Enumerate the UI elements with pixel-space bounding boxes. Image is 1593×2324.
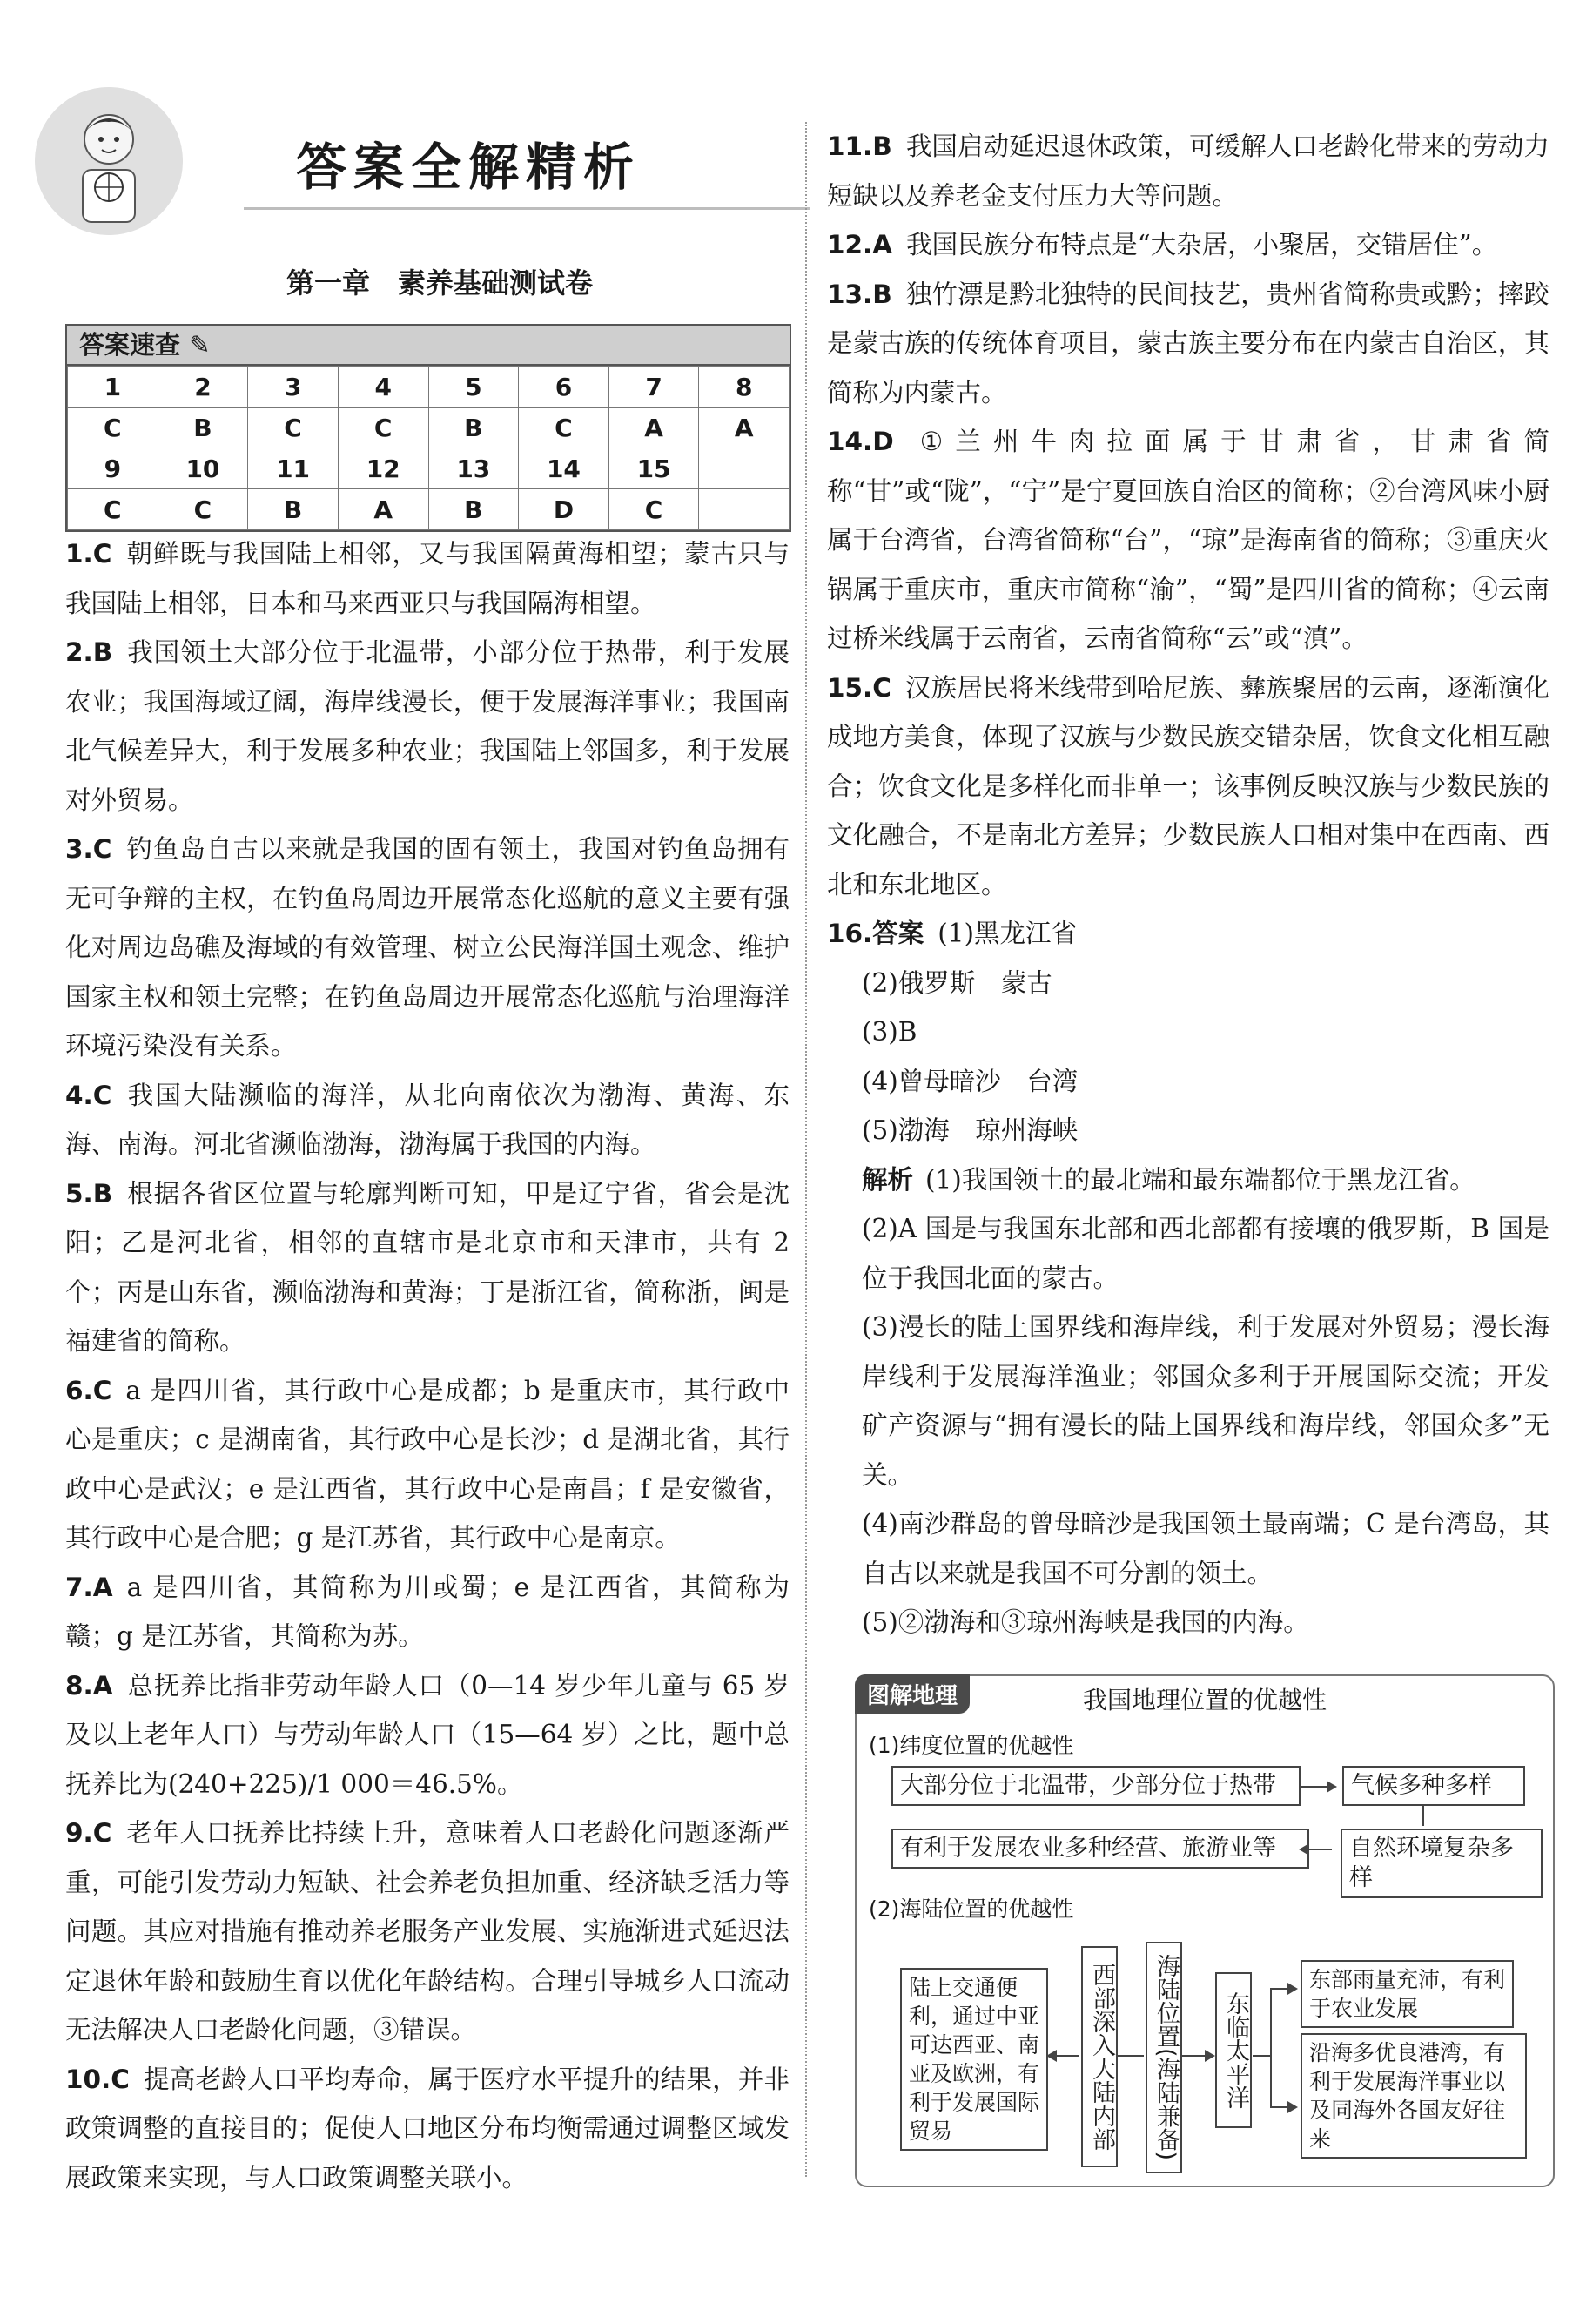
page-header <box>35 87 801 235</box>
table-cell: 15 <box>608 448 699 489</box>
table-cell: 14 <box>519 448 609 489</box>
table-cell: 3 <box>248 367 339 408</box>
arrow <box>1048 2055 1079 2057</box>
table-cell: 12 <box>338 448 428 489</box>
table-cell: A <box>338 489 428 530</box>
answer-quick-check <box>65 324 791 532</box>
table-cell: 11 <box>248 448 339 489</box>
answer-item <box>827 417 1549 664</box>
table-cell: 8 <box>699 367 790 408</box>
answer-text: 老年人口抚养比持续上升，意味着人口老龄化问题逐渐严重，可能引发劳动力短缺、社会养老负担加重、经济缺乏活力等问题。其应对措施有推动养老服务产业发展、实施渐进式延迟法定退休年龄和鼓励生育以优化年龄结构。合理引导城乡人口流动无法解决人口老龄化问题，③错误。 <box>65 1818 790 2044</box>
table-cell: A <box>699 408 790 448</box>
answer-text: ①兰州牛肉拉面属于甘肃省，甘肃省简称“甘”或“陇”，“宁”是宁夏回族自治区的简称；②台湾风味小厨属于台湾省，台湾省简称“台”，“琼”是海南省的简称；③重庆火锅属于重庆市，重庆市简称“渝”，“蜀”是四川省的简称；④云南过桥米线属于云南省，云南省简称“云”或“滇”。 <box>827 427 1549 653</box>
east-box: 东临太平洋 <box>1215 1972 1252 2128</box>
arrow <box>1270 2106 1296 2108</box>
question-number: 11.B <box>827 131 892 161</box>
table-cell: C <box>608 489 699 530</box>
connector <box>1422 1805 1424 1826</box>
table-row <box>68 489 790 530</box>
answer-text: 我国大陆濒临的海洋，从北向南依次为渤海、黄海、东海、南海。河北省濒临渤海，渤海属于我国的内海。 <box>65 1080 790 1159</box>
analysis-label: 解析 <box>862 1164 914 1195</box>
answer-item <box>65 1809 790 2055</box>
east-box-2: 沿海多优良港湾，有利于发展海洋事业以及同海外各国友好往来 <box>1301 2033 1527 2159</box>
west-box: 西部深入大陆内部 <box>1081 1946 1118 2167</box>
geography-diagram <box>855 1674 1555 2187</box>
table-cell: D <box>519 489 609 530</box>
table-cell <box>699 448 790 489</box>
answer-text: 提高老龄人口平均寿命，属于医疗水平提升的结果，并非政策调整的直接目的；促使人口地区分布均衡需通过调整区域发展政策来实现，与人口政策调整关联小。 <box>65 2064 790 2193</box>
table-cell: 6 <box>519 367 609 408</box>
question-number: 15.C <box>827 672 891 703</box>
latitude-subtitle: (1)纬度位置的优越性 <box>869 1733 1074 1758</box>
table-cell: C <box>158 489 248 530</box>
table-cell: C <box>519 408 609 448</box>
quick-check-label: 答案速查 ✎ <box>67 326 790 366</box>
chapter-title: 第一章 素养基础测试卷 <box>286 266 593 300</box>
question-number: 7.A <box>65 1572 113 1602</box>
table-cell: C <box>68 489 158 530</box>
question-number: 4.C <box>65 1080 112 1110</box>
table-cell: B <box>158 408 248 448</box>
latitude-box-1: 大部分位于北温带，少部分位于热带 <box>891 1766 1301 1806</box>
answer-item <box>65 1169 790 1366</box>
arrow <box>1301 1786 1335 1788</box>
answer-item <box>65 529 790 628</box>
analysis-text: (5)②渤海和③琼州海峡是我国的内海。 <box>862 1607 1309 1637</box>
answer-text: a 是四川省，其简称为川或蜀；e 是江西省，其简称为赣；g 是江苏省，其简称为苏。 <box>65 1572 790 1651</box>
table-row <box>68 367 790 408</box>
answer-line: (5)渤海 琼州海峡 <box>862 1115 1079 1145</box>
table-cell: C <box>68 408 158 448</box>
table-cell: A <box>608 408 699 448</box>
connector <box>1253 2055 1270 2057</box>
connector <box>1118 2055 1144 2057</box>
sea-land-subtitle: (2)海陆位置的优越性 <box>869 1896 1074 1922</box>
analysis-text: (3)漫长的陆上国界线和海岸线，利于发展对外贸易；漫长海岸线利于发展海洋渔业；邻国众多利于开展国际交流；开发矿产资源与“拥有漫长的陆上国界线和海岸线，邻国众多”无关。 <box>862 1312 1549 1490</box>
left-column <box>65 529 790 2202</box>
question-number: 10.C <box>65 2064 130 2094</box>
connector <box>1270 1988 1272 2106</box>
table-cell: B <box>248 489 339 530</box>
question-number: 5.B <box>65 1178 113 1209</box>
answer-text: 我国启动延迟退休政策，可缓解人口老龄化带来的劳动力短缺以及养老金支付压力大等问题。 <box>827 131 1549 211</box>
question-number: 9.C <box>65 1818 112 1848</box>
table-cell: C <box>248 408 339 448</box>
table-cell <box>699 489 790 530</box>
answer-text: 钓鱼岛自古以来就是我国的固有领土，我国对钓鱼岛拥有无可争辩的主权，在钓鱼岛周边开展常态化巡航的意义主要有强化对周边岛礁及海域的有效管理、树立公民海洋国土观念、维护国家主权和领土完整；在钓鱼岛周边开展常态化巡航与治理海洋环境污染没有关系。 <box>65 834 790 1061</box>
question-number: 1.C <box>65 539 112 569</box>
center-box: 海陆位置(海陆兼备) <box>1146 1942 1182 2173</box>
answer-item-16 <box>827 909 1549 959</box>
quick-check-label-text: 答案速查 <box>79 330 181 360</box>
latitude-box-3: 有利于发展农业多种经营、旅游业等 <box>891 1829 1309 1869</box>
latitude-box-2: 气候多种多样 <box>1342 1766 1525 1806</box>
answer-text: 汉族居民将米线带到哈尼族、彝族聚居的云南，逐渐演化成地方美食，体现了汉族与少数民族交错杂居，饮食文化相互融合；饮食文化是多样化而非单一；该事例反映汉族与少数民族的文化融合，不是南北方差异；少数民族人口相对集中在西南、西北和东北地区。 <box>827 672 1549 899</box>
answer-line: (2)俄罗斯 蒙古 <box>862 967 1052 998</box>
question-number: 14.D <box>827 427 894 456</box>
diagram-tag: 图解地理 <box>855 1674 970 1714</box>
question-number: 2.B <box>65 637 113 667</box>
answer-text: 总抚养比指非劳动年龄人口（0—14 岁少年儿童与 65 岁及以上老年人口）与劳动年龄人口（15—64 岁）之比，题中总抚养比为(240+225)/1 000＝46.5%。 <box>65 1670 790 1799</box>
answer-item <box>827 122 1549 220</box>
student-illustration <box>35 87 183 235</box>
table-cell: C <box>338 408 428 448</box>
arrow <box>1270 1988 1296 1990</box>
answer-text: 我国领土大部分位于北温带，小部分位于热带，利于发展农业；我国海域辽阔，海岸线漫长，便于发展海洋事业；我国南北气候差异大，利于发展多种农业；我国陆上邻国多，利于发展对外贸易。 <box>65 637 790 815</box>
table-cell: B <box>428 489 519 530</box>
table-cell: 2 <box>158 367 248 408</box>
answer-text: 我国民族分布特点是“大杂居，小聚居，交错居住”。 <box>906 230 1498 259</box>
arrow <box>1301 1849 1332 1850</box>
answer-item <box>827 220 1549 270</box>
answer-item <box>827 664 1549 910</box>
answer-item <box>65 1661 790 1809</box>
table-cell: 10 <box>158 448 248 489</box>
answer-text: 独竹漂是黔北独特的民间技艺，贵州省简称贵或黔；摔跤是蒙古族的传统体育项目，蒙古族主要分布在内蒙古自治区，其简称为内蒙古。 <box>827 279 1549 408</box>
table-cell: 7 <box>608 367 699 408</box>
answer-item <box>65 1366 790 1563</box>
answer-text: 根据各省区位置与轮廓判断可知，甲是辽宁省，省会是沈阳；乙是河北省，相邻的直辖市是北京市和天津市，共有 2 个；丙是山东省，濒临渤海和黄海；丁是浙江省，简称浙，闽是福建省的简称。 <box>65 1178 790 1356</box>
latitude-box-4: 自然环境复杂多样 <box>1341 1829 1543 1898</box>
question-number: 12.A <box>827 230 893 259</box>
column-divider <box>805 122 807 2177</box>
answer-item <box>827 270 1549 418</box>
analysis-text: (4)南沙群岛的曾母暗沙是我国领土最南端；C 是台湾岛，其自古以来就是我国不可分割的领土。 <box>862 1509 1549 1588</box>
answer-line: (1)黑龙江省 <box>938 919 1078 948</box>
answer-item <box>65 1563 790 1661</box>
question-number: 6.C <box>65 1375 112 1405</box>
east-box-1: 东部雨量充沛，有利于农业发展 <box>1301 1960 1514 2028</box>
title-banner <box>244 127 810 210</box>
answer-item <box>65 825 790 1071</box>
table-cell: 13 <box>428 448 519 489</box>
question-number: 3.C <box>65 834 112 864</box>
table-cell: 5 <box>428 367 519 408</box>
analysis-item <box>827 1155 1549 1205</box>
analysis-text: (2)A 国是与我国东北部和西北部都有接壤的俄罗斯，B 国是位于我国北面的蒙古。 <box>862 1214 1549 1293</box>
diagram-title: 我国地理位置的优越性 <box>1083 1686 1328 1714</box>
table-cell: 4 <box>338 367 428 408</box>
answer-text: a 是四川省，其行政中心是成都；b 是重庆市，其行政中心是重庆；c 是湖南省，其行政中心是长沙；d 是湖北省，其行政中心是武汉；e 是江西省，其行政中心是南昌；f 是安徽省，其行政中心是合肥；g 是江苏省，其行政中心是南京。 <box>65 1375 790 1553</box>
right-column <box>827 122 1549 1647</box>
answer-item <box>65 1071 790 1169</box>
question-number: 8.A <box>65 1670 113 1701</box>
answer-line: (3)B <box>862 1017 917 1047</box>
table-cell: 1 <box>68 367 158 408</box>
page-title: 答案全解精析 <box>296 138 642 197</box>
question-number: 13.B <box>827 279 892 309</box>
table-cell: B <box>428 408 519 448</box>
answer-line: (4)曾母暗沙 台湾 <box>862 1066 1079 1096</box>
table-row <box>68 408 790 448</box>
arrow <box>1182 2055 1213 2057</box>
land-traffic-box: 陆上交通便利，通过中亚可达西亚、南亚及欧洲，有利于发展国际贸易 <box>900 1968 1048 2151</box>
table-cell: 9 <box>68 448 158 489</box>
answer-item <box>65 2055 790 2203</box>
quick-check-table <box>67 366 790 530</box>
analysis-text: (1)我国领土的最北端和最东端都位于黑龙江省。 <box>925 1164 1475 1195</box>
answer-item <box>65 628 790 825</box>
table-row <box>68 448 790 489</box>
question-number: 16.答案 <box>827 919 924 948</box>
answer-text: 朝鲜既与我国陆上相邻，又与我国隔黄海相望；蒙古只与我国陆上相邻，日本和马来西亚只与我国隔海相望。 <box>65 539 790 618</box>
